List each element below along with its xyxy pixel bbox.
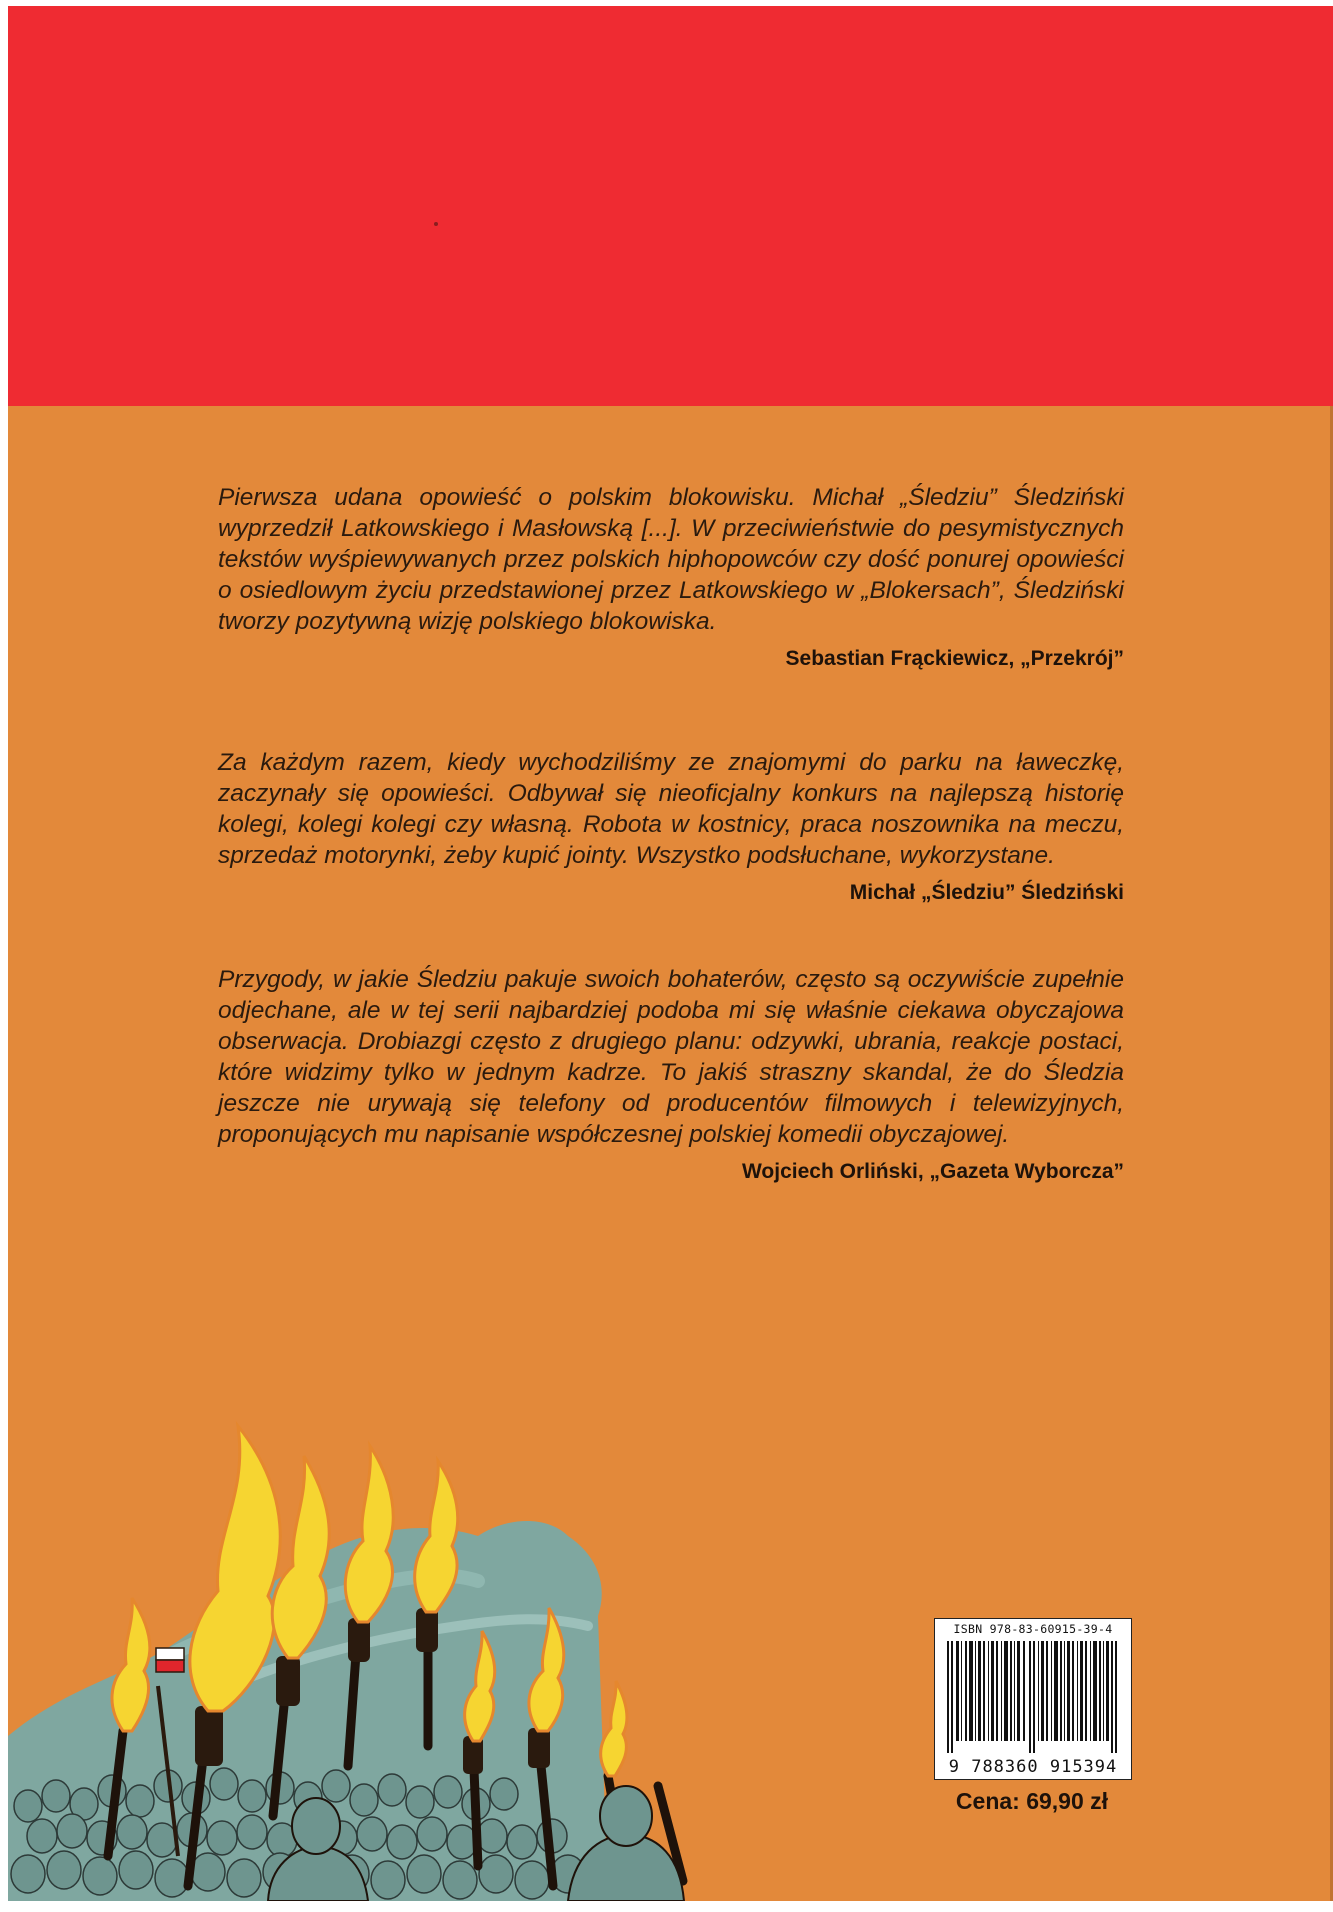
quote-author: Sebastian Frąckiewicz, „Przekrój” <box>785 647 1124 670</box>
price-label: Cena: 69,90 zł <box>955 1788 1109 1814</box>
print-speck <box>434 222 438 226</box>
isbn-label: ISBN 978-83-60915-39-4 <box>953 1622 1113 1636</box>
quote-author: Michał „Śledziu” Śledziński <box>849 881 1124 904</box>
quote-text: Za każdym razem, kiedy wychodziliśmy ze znajomymi do parku na ławeczkę, zaczynały się opowieści. Odbywał się nieoficjalny konkurs na najlepszą historię kolegi, kolegi kolegi czy własną. Robota w kostnicy, praca noszownika na meczu, sprzedaż motorynki, żeby kupić jointy. Wszystko podsłuchane, wykorzystane. <box>218 749 1124 869</box>
quote-text: Przygody, w jakie Śledziu pakuje swoich bohaterów, często są oczywiście zupełnie odjechane, ale w tej serii najbardziej podoba mi się właśnie ciekawa obyczajowa obserwacja. Drobiazgi często z drugiego planu: odzywki, ubrania, reakcje postaci, które widzimy tylko w jednym kadrze. To jakiś straszny skandal, że do Śledzia jeszcze nie urywają się telefony od producentów filmowych i telewizyjnych, proponujących mu napisanie współczesnej polskiej komedii obyczajowej. <box>218 966 1124 1148</box>
quote-block <box>218 964 1124 1184</box>
red-header-band <box>8 6 1333 406</box>
barcode-digits: 9 788360 915394 <box>948 1757 1118 1777</box>
crowd-with-torches-illustration <box>8 1386 1333 1901</box>
quote-text: Pierwsza udana opowieść o polskim blokowisku. Michał „Śledziu” Śledziński wyprzedził Latkowskiego i Masłowską [...]. W przeciwieństwie do pesymistycznych tekstów wyśpiewywanych przez polskich hiphopowców czy dość ponurej opowieści o osiedlowym życiu przedstawionej przez Latkowskiego w „Blokersach”, Śledziński tworzy pozytywną wizję polskiego blokowiska. <box>218 484 1124 635</box>
isbn-barcode <box>934 1618 1132 1780</box>
quote-block <box>218 747 1124 905</box>
quote-author: Wojciech Orliński, „Gazeta Wyborcza” <box>741 1160 1124 1183</box>
barcode-bars <box>943 1641 1123 1753</box>
quote-block <box>218 482 1124 671</box>
book-back-cover <box>8 6 1333 1901</box>
